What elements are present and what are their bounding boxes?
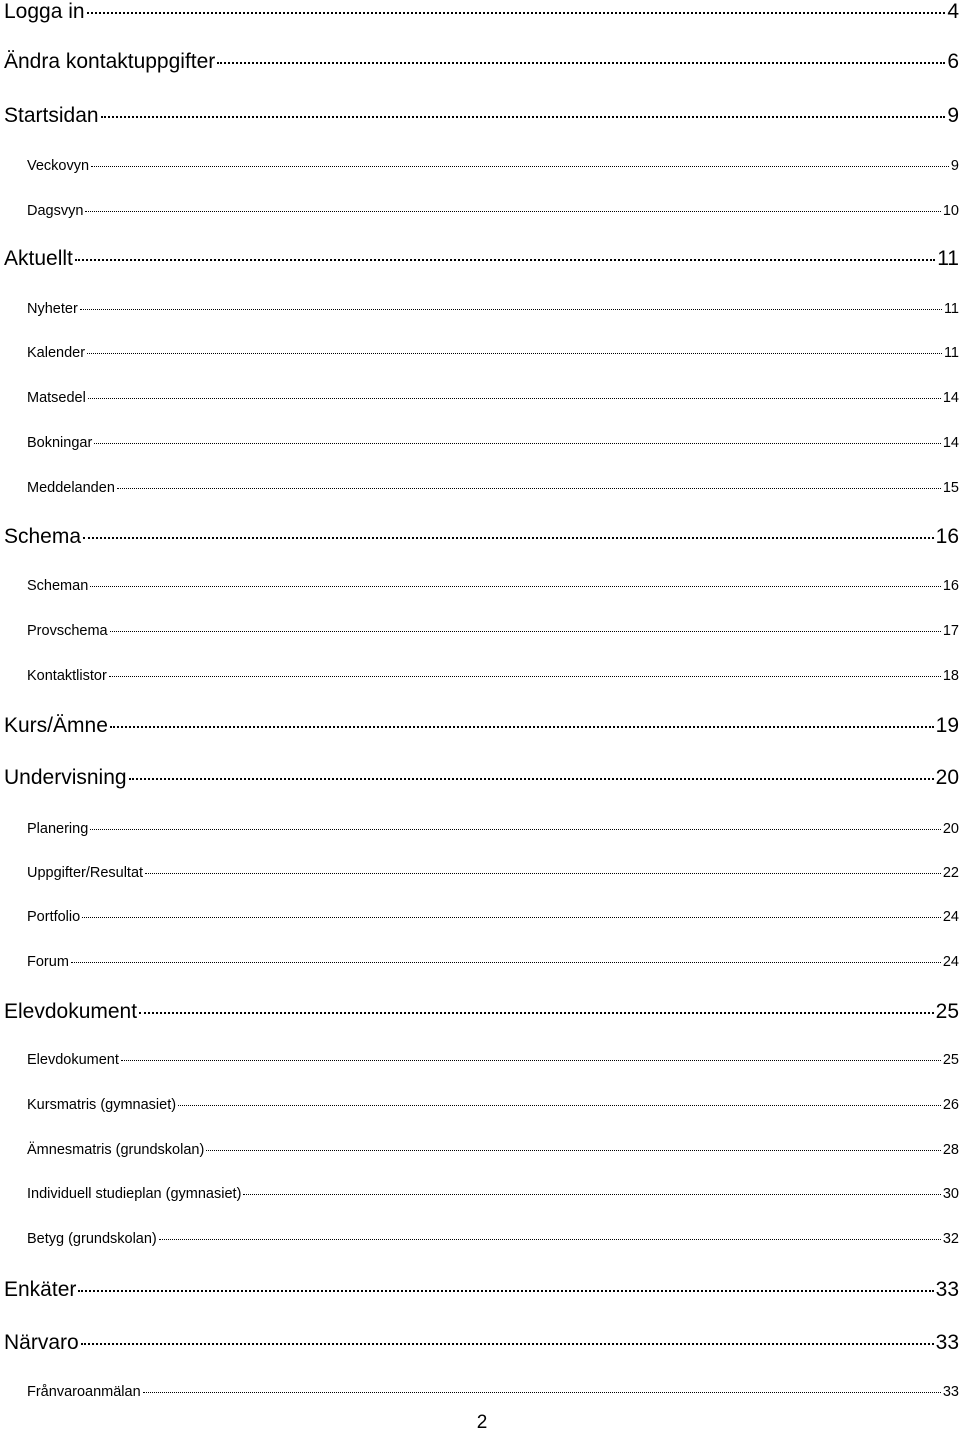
toc-entry-page: 9 bbox=[950, 158, 959, 174]
toc-entry-label: Kalender bbox=[27, 345, 86, 361]
toc-dot-leader bbox=[78, 1290, 933, 1292]
toc-dot-leader bbox=[94, 443, 941, 444]
toc-dot-leader bbox=[139, 1012, 934, 1014]
toc-entry-page: 22 bbox=[942, 865, 959, 881]
toc-entry-page: 14 bbox=[942, 390, 959, 406]
toc-dot-leader bbox=[109, 676, 941, 677]
toc-entry-label: Aktuellt bbox=[4, 247, 73, 270]
toc-entry-page: 26 bbox=[942, 1097, 959, 1113]
toc-entry-label: Närvaro bbox=[4, 1331, 79, 1354]
toc-dot-leader bbox=[75, 259, 935, 261]
toc-entry-label: Elevdokument bbox=[27, 1052, 119, 1068]
toc-entry-label: Bokningar bbox=[27, 435, 93, 451]
toc-entry-label: Kursmatris (gymnasiet) bbox=[27, 1097, 177, 1113]
toc-entry-betyg[interactable] bbox=[27, 1231, 959, 1247]
toc-dot-leader bbox=[85, 211, 940, 212]
toc-entry-label: Frånvaroanmälan bbox=[27, 1384, 141, 1400]
toc-dot-leader bbox=[129, 778, 934, 780]
toc-entry-uppgifter-resultat[interactable] bbox=[27, 865, 959, 881]
toc-entry-veckovyn[interactable] bbox=[27, 158, 959, 174]
toc-entry-page: 25 bbox=[935, 1000, 959, 1023]
toc-entry-page: 14 bbox=[942, 435, 959, 451]
toc-dot-leader bbox=[178, 1105, 941, 1106]
toc-entry-schema[interactable] bbox=[4, 525, 959, 549]
toc-dot-leader bbox=[206, 1150, 941, 1151]
toc-entry-page: 33 bbox=[935, 1278, 959, 1301]
toc-dot-leader bbox=[83, 537, 934, 539]
toc-entry-label: Undervisning bbox=[4, 766, 127, 789]
toc-dot-leader bbox=[117, 488, 941, 489]
toc-entry-page: 4 bbox=[947, 0, 959, 23]
toc-entry-label: Matsedel bbox=[27, 390, 86, 406]
toc-dot-leader bbox=[81, 1343, 934, 1345]
toc-entry-planering[interactable] bbox=[27, 821, 959, 837]
toc-entry-page: 11 bbox=[943, 345, 959, 361]
toc-entry-label: Betyg (grundskolan) bbox=[27, 1231, 157, 1247]
toc-entry-kurs-amne[interactable] bbox=[4, 714, 959, 738]
toc-entry-matsedel[interactable] bbox=[27, 390, 959, 406]
toc-entry-page: 20 bbox=[935, 766, 959, 789]
toc-entry-page: 19 bbox=[935, 714, 959, 737]
toc-entry-startsidan[interactable] bbox=[4, 104, 959, 128]
toc-entry-bokningar[interactable] bbox=[27, 435, 959, 451]
toc-entry-label: Individuell studieplan (gymnasiet) bbox=[27, 1186, 242, 1202]
toc-entry-kursmatris[interactable] bbox=[27, 1097, 959, 1113]
toc-entry-label: Elevdokument bbox=[4, 1000, 138, 1023]
toc-entry-page: 30 bbox=[942, 1186, 959, 1202]
toc-entry-label: Ändra kontaktuppgifter bbox=[4, 50, 216, 73]
toc-dot-leader bbox=[217, 62, 945, 64]
toc-entry-label: Dagsvyn bbox=[27, 203, 84, 219]
toc-dot-leader bbox=[90, 829, 941, 830]
toc-entry-label: Forum bbox=[27, 954, 69, 970]
toc-entry-kalender[interactable] bbox=[27, 345, 959, 361]
toc-dot-leader bbox=[121, 1060, 941, 1061]
toc-dot-leader bbox=[101, 116, 946, 118]
toc-entry-franvaroanmalan[interactable] bbox=[27, 1384, 959, 1400]
toc-dot-leader bbox=[88, 398, 941, 399]
toc-entry-page: 9 bbox=[947, 104, 959, 127]
toc-entry-andra-kontaktuppgifter[interactable] bbox=[4, 50, 959, 74]
toc-entry-label: Planering bbox=[27, 821, 89, 837]
toc-entry-label: Schema bbox=[4, 525, 82, 548]
toc-entry-label: Kurs/Ämne bbox=[4, 714, 108, 737]
toc-entry-label: Ämnesmatris (grundskolan) bbox=[27, 1142, 205, 1158]
toc-entry-enkater[interactable] bbox=[4, 1278, 959, 1302]
toc-entry-label: Nyheter bbox=[27, 301, 78, 317]
toc-dot-leader bbox=[82, 917, 941, 918]
toc-entry-page: 24 bbox=[942, 954, 959, 970]
toc-entry-label: Veckovyn bbox=[27, 158, 90, 174]
toc-dot-leader bbox=[71, 962, 941, 963]
toc-entry-label: Logga in bbox=[4, 0, 85, 23]
toc-entry-page: 6 bbox=[947, 50, 959, 73]
toc-entry-meddelanden[interactable] bbox=[27, 480, 959, 496]
toc-dot-leader bbox=[87, 353, 942, 354]
toc-dot-leader bbox=[110, 726, 934, 728]
toc-entry-amnesmatris[interactable] bbox=[27, 1142, 959, 1158]
toc-dot-leader bbox=[159, 1239, 941, 1240]
toc-entry-page: 18 bbox=[942, 668, 959, 684]
toc-entry-label: Uppgifter/Resultat bbox=[27, 865, 144, 881]
toc-dot-leader bbox=[90, 586, 941, 587]
toc-entry-elevdokument-section[interactable] bbox=[4, 1000, 959, 1024]
toc-entry-forum[interactable] bbox=[27, 954, 959, 970]
toc-entry-page: 33 bbox=[935, 1331, 959, 1354]
toc-entry-nyheter[interactable] bbox=[27, 301, 959, 317]
toc-entry-label: Provschema bbox=[27, 623, 108, 639]
toc-entry-undervisning[interactable] bbox=[4, 766, 959, 790]
toc-entry-label: Kontaktlistor bbox=[27, 668, 107, 684]
toc-entry-page: 16 bbox=[935, 525, 959, 548]
toc-entry-page: 16 bbox=[942, 578, 959, 594]
toc-entry-page: 33 bbox=[942, 1384, 959, 1400]
toc-dot-leader bbox=[243, 1194, 940, 1195]
toc-dot-leader bbox=[87, 12, 946, 14]
toc-entry-page: 15 bbox=[942, 480, 959, 496]
toc-entry-page: 10 bbox=[942, 203, 959, 219]
toc-entry-label: Startsidan bbox=[4, 104, 99, 127]
page-number: 2 bbox=[476, 1412, 488, 1433]
toc-dot-leader bbox=[110, 631, 941, 632]
toc-entry-page: 20 bbox=[942, 821, 959, 837]
toc-entry-elevdokument[interactable] bbox=[27, 1052, 959, 1068]
toc-entry-individuell-studieplan[interactable] bbox=[27, 1186, 959, 1202]
toc-dot-leader bbox=[143, 1392, 941, 1393]
toc-entry-label: Meddelanden bbox=[27, 480, 115, 496]
toc-entry-kontaktlistor[interactable] bbox=[27, 668, 959, 684]
toc-entry-scheman[interactable] bbox=[27, 578, 959, 594]
toc-entry-provschema[interactable] bbox=[27, 623, 959, 639]
toc-entry-narvaro[interactable] bbox=[4, 1331, 959, 1355]
toc-entry-page: 17 bbox=[942, 623, 959, 639]
toc-dot-leader bbox=[91, 166, 949, 167]
toc-entry-page: 25 bbox=[942, 1052, 959, 1068]
toc-entry-logga-in[interactable] bbox=[4, 0, 959, 24]
toc-entry-label: Portfolio bbox=[27, 909, 81, 925]
toc-entry-portfolio[interactable] bbox=[27, 909, 959, 925]
toc-entry-page: 11 bbox=[937, 247, 959, 270]
toc-entry-page: 28 bbox=[942, 1142, 959, 1158]
toc-dot-leader bbox=[80, 309, 942, 310]
toc-entry-page: 24 bbox=[942, 909, 959, 925]
toc-entry-dagsvyn[interactable] bbox=[27, 203, 959, 219]
toc-entry-label: Enkäter bbox=[4, 1278, 77, 1301]
toc-entry-page: 32 bbox=[942, 1231, 959, 1247]
toc-entry-label: Scheman bbox=[27, 578, 89, 594]
toc-entry-page: 11 bbox=[943, 301, 959, 317]
toc-dot-leader bbox=[145, 873, 941, 874]
toc-entry-aktuellt[interactable] bbox=[4, 247, 959, 271]
